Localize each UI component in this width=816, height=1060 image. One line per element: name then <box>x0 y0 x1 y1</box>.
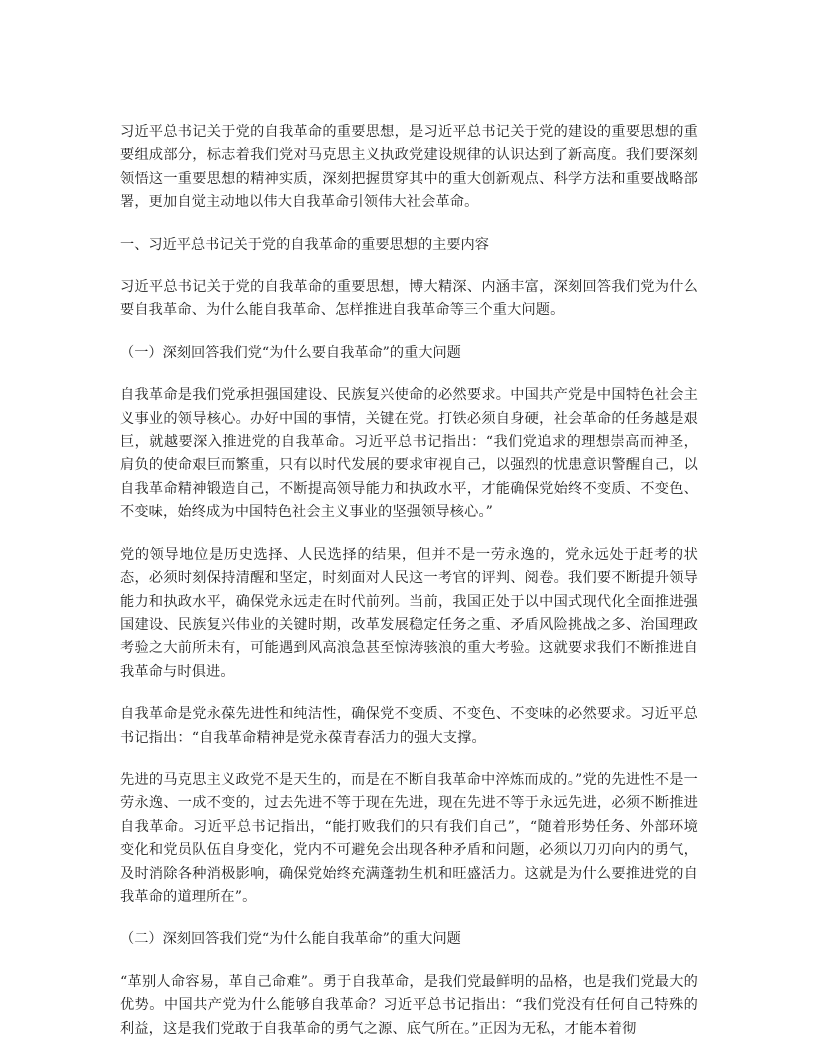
paragraph-intro: 习近平总书记关于党的自我革命的重要思想，是习近平总书记关于党的建设的重要思想的重要组成部分，标志着我们党对马克思主义执政党建设规律的认识达到了新高度。我们要深刻领悟这一重要思想的精神实质，深刻把握贯穿其中的重大创新观点、科学方法和重要战略部署，更加自觉主动地以伟大自我革命引领伟大社会革命。 <box>120 124 698 211</box>
paragraph-overview: 习近平总书记关于党的自我革命的重要思想，博大精深、内涵丰富，深刻回答我们党为什么要自我革命、为什么能自我革命、怎样推进自我革命等三个重大问题。 <box>120 279 698 319</box>
subsection-heading-2: （二）深刻回答我们党“为什么能自我革命”的重大问题 <box>120 931 461 948</box>
paragraph-1-2: 党的领导地位是历史选择、人民选择的结果，但并不是一劳永逸的，党永远处于赶考的状态，必须时刻保持清醒和坚定，时刻面对人民这一考官的评判、阅卷。我们要不断提升领导能力和执政水平，确保党永远走在时代前列。当前，我国正处于以中国式现代化全面推进强国建设、民族复兴伟业的关键时期，改革发展稳定任务之重、矛盾风险挑战之多、治国理政考验之大前所未有，可能遇到风高浪急甚至惊涛骇浪的重大考验。这就要求我们不断推进自我革命与时俱进。 <box>120 546 698 680</box>
paragraph-1-1: 自我革命是我们党承担强国建设、民族复兴使命的必然要求。中国共产党是中国特色社会主义事业的领导核心。办好中国的事情，关键在党。打铁必须自身硬，社会革命的任务越是艰巨，就越要深入推进党的自我革命。习近平总书记指出：“我们党追求的理想崇高而神圣，肩负的使命艰巨而繁重，只有以时代发展的要求审视自己，以强烈的忧患意识警醒自己，以自我革命精神锻造自己，不断提高领导能力和执政水平，才能确保党始终不变质、不变色、不变味，始终成为中国特色社会主义事业的坚强领导核心。” <box>120 387 698 521</box>
paragraph-1-4: 先进的马克思主义政党不是天生的，而是在不断自我革命中淬炼而成的。”党的先进性不是一劳永逸、一成不变的，过去先进不等于现在先进，现在先进不等于永远先进，必须不断推进自我革命。习近平总书记指出，“能打败我们的只有我们自己”，“随着形势任务、外部环境变化和党员队伍自身变化，党内不可避免会出现各种矛盾和问题，必须以刀刃向内的勇气，及时消除各种消极影响，确保党始终充满蓬勃生机和旺盛活力。这就是为什么要推进党的自我革命的道理所在”。 <box>120 771 698 905</box>
paragraph-1-3: 自我革命是党永葆先进性和纯洁性，确保党不变质、不变色、不变味的必然要求。习近平总书记指出：“自我革命精神是党永葆青春活力的强大支撑。 <box>120 706 698 746</box>
document-body <box>120 121 698 1060</box>
paragraph-2-1: “革别人命容易，革自己命难”。勇于自我革命，是我们党最鲜明的品格，也是我们党最大的优势。中国共产党为什么能够自我革命？习近平总书记指出：“我们党没有任何自己特殊的利益，这是我们党敢于自我革命的勇气之源、底气所在。”正因为无私，才能本着彻 <box>120 973 698 1037</box>
section-heading-1: 一、习近平总书记关于党的自我革命的重要思想的主要内容 <box>120 236 489 253</box>
subsection-heading-1: （一）深刻回答我们党“为什么要自我革命”的重大问题 <box>120 344 461 361</box>
